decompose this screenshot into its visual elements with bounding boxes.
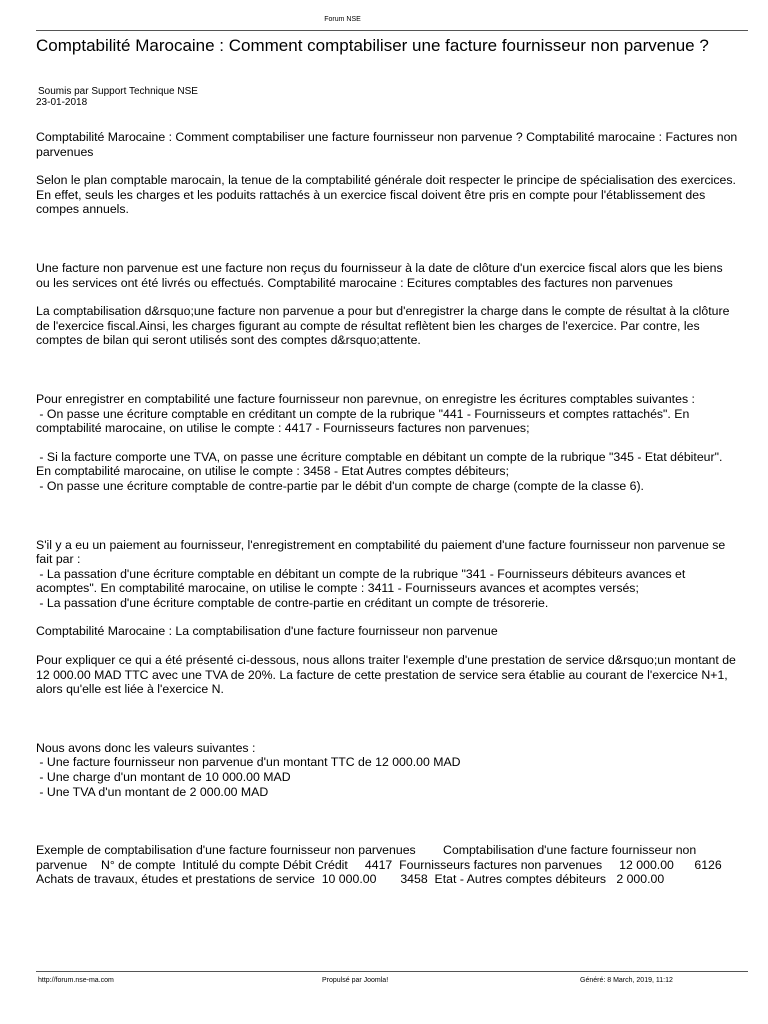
- footer-generated-date: Généré: 8 March, 2019, 11:12: [580, 977, 673, 984]
- article-body: [36, 130, 741, 887]
- paragraph: La comptabilisation d&rsquo;une facture non parvenue a pour but d'enregistrer la charge dans le compte de résultat à la clôture de l'exercice fiscal.Ainsi, les charges figurant au compte de résultat reflètent bien les charges de l'exercice. Par contre, les comptes de bilan qui seront utilisés sont des comptes d&rsquo;attente.: [36, 304, 733, 348]
- paragraph: Selon le plan comptable marocain, la tenue de la comptabilité générale doit respecter le principe de spécialisation des exercices. En effet, seuls les charges et les poduits rattachés à un exercice fiscal doivent être pris en compte pour l'établissement des compes annuels.: [36, 173, 740, 217]
- footer-url-link[interactable]: http://forum.nse-ma.com: [38, 977, 114, 984]
- site-header: Forum NSE: [324, 16, 361, 23]
- paragraph: - Si la facture comporte une TVA, on passe une écriture comptable en débitant un compte de la rubrique "345 - Etat débiteur". En comptabilité marocaine, on utilise le compte : 3458 - Etat Autres comptes débiteurs; - On passe une écriture comptable de contre-partie par le débit d'un compte de charge (compte de la classe 6).: [36, 449, 723, 493]
- values-list: Nous avons donc les valeurs suivantes : - Une facture fournisseur non parvenue d'un montant TTC de 12 000.00 MAD - Une charge d'un montant de 10 000.00 MAD - Une TVA d'un montant de 2 000.00 MAD: [36, 740, 461, 799]
- header-divider: [36, 30, 748, 31]
- article-meta: [38, 86, 198, 108]
- paragraph: Comptabilité Marocaine : Comment comptabiliser une facture fournisseur non parvenue ? Comptabilité marocaine : Factures non parvenues: [36, 130, 741, 159]
- paragraph: S'il y a eu un paiement au fournisseur, l'enregistrement en comptabilité du paiement d'une facture fournisseur non parvenue se fait par : - La passation d'une écriture comptable en débitant un compte de la rubrique "341 - Fournisseurs débiteurs avances et acomptes". En comptabilité marocaine, on utilise le compte : 3411 - Fournisseurs avances et acomptes versés; - La passation d'une écriture comptable de contre-partie en créditant un compte de trésorerie.: [36, 537, 726, 610]
- article-date: 23-01-2018: [36, 97, 88, 108]
- accounting-example-table: Exemple de comptabilisation d'une facture fournisseur non parvenues Comptabilisation d'une facture fournisseur non parvenue N° de compte Intitulé du compte Débit Crédit 4417 Fournisseurs factures non parvenues 12 000.00 6126 Achats de travaux, études et prestations de service 10 000.00 3458 Etat - Autres comptes débiteurs 2 000.00: [36, 843, 728, 887]
- author-line: Soumis par Support Technique NSE: [38, 86, 198, 97]
- article-title: Comptabilité Marocaine : Comment comptabiliser une facture fournisseur non parvenue ?: [36, 36, 709, 55]
- paragraph: Pour enregistrer en comptabilité une facture fournisseur non parevnue, on enregistre les écritures comptables suivantes : - On passe une écriture comptable en créditant un compte de la rubrique "441 - Fournisseurs et comptes rattachés". En comptabilité marocaine, on utilise le compte : 4417 - Fournisseurs factures non parvenues;: [36, 391, 695, 436]
- footer-divider: [36, 971, 748, 972]
- footer-powered-by: Propulsé par Joomla!: [322, 977, 389, 984]
- section-heading: Comptabilité Marocaine : La comptabilisation d'une facture fournisseur non parvenue: [36, 624, 498, 639]
- paragraph: Pour expliquer ce qui a été présenté ci-dessous, nous allons traiter l'exemple d'une prestation de service d&rsquo;un montant de 12 000.00 MAD TTC avec une TVA de 20%. La facture de cette prestation de service sera établie au courant de l'exercice N+1, alors qu'elle est liée à l'exercice N.: [36, 653, 740, 697]
- paragraph: Une facture non parvenue est une facture non reçus du fournisseur à la date de clôture d'un exercice fiscal alors que les biens ou les services ont été livrés ou effectués. Comptabilité marocaine : Ecitures comptables des factures non parvenues: [36, 260, 727, 290]
